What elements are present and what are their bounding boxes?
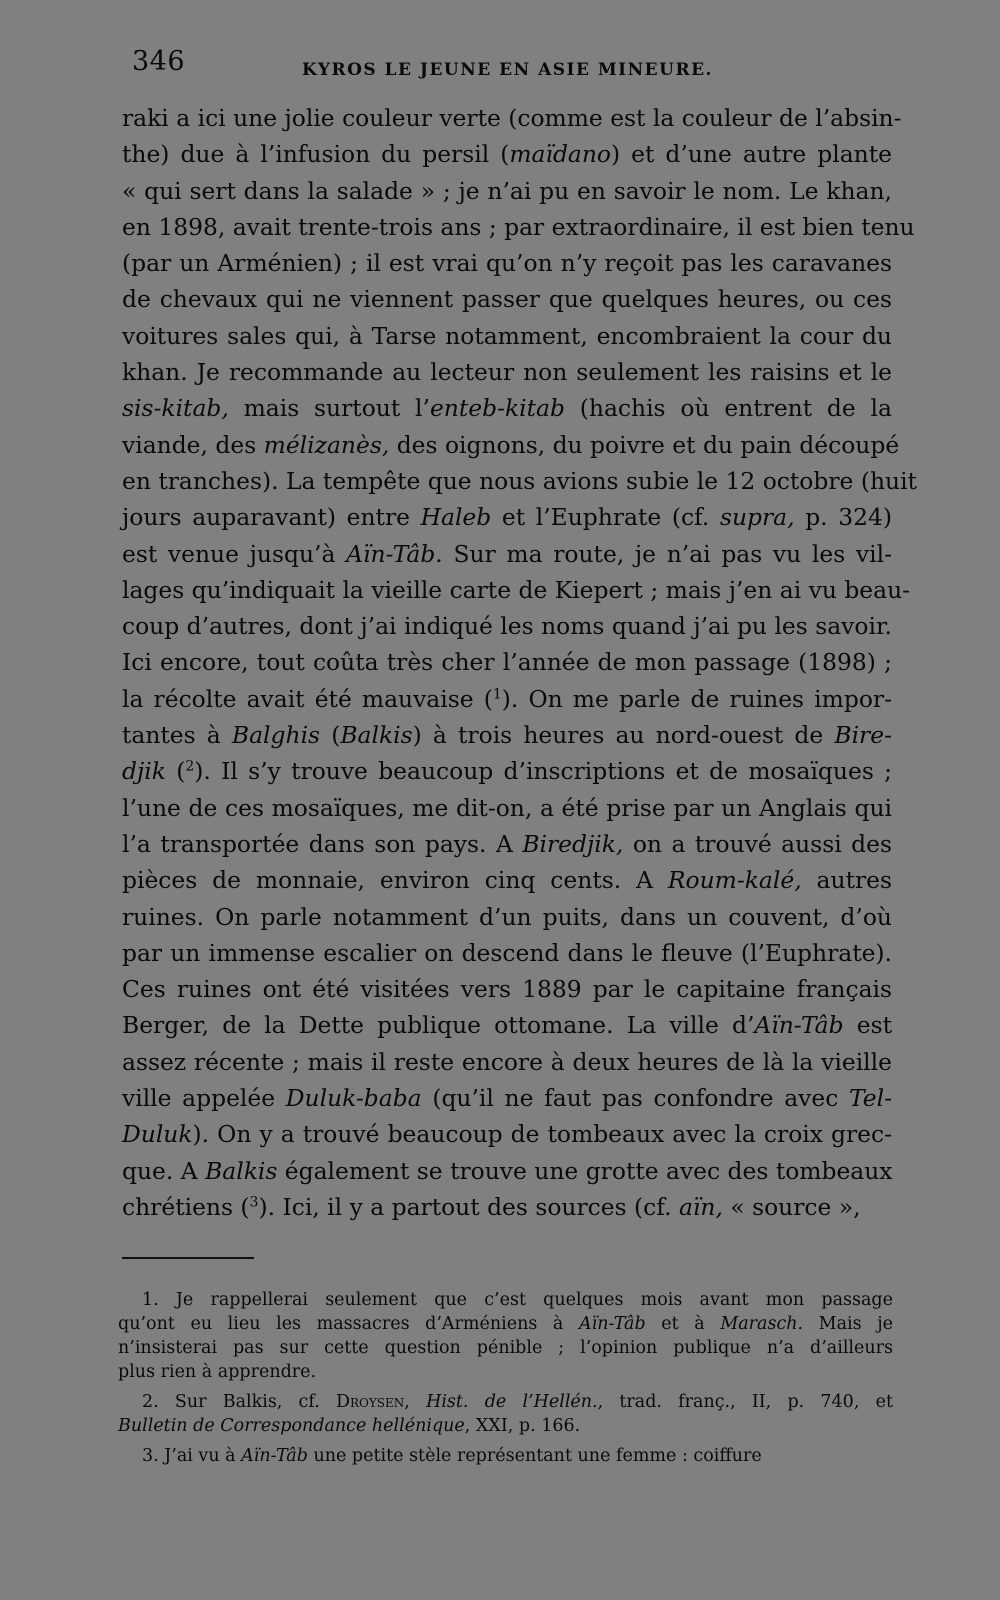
text-line: Duluk). On y a trouvé beaucoup de tombeaux avec la croix grec- <box>122 1120 892 1149</box>
italic-span: Bulletin de Correspondance hellénique <box>118 1416 465 1436</box>
text-line: en tranches). La tempête que nous avions subie le 12 octobre (huit <box>122 466 917 495</box>
text-line: par un immense escalier on descend dans le fleuve (l’Euphrate). <box>122 938 892 967</box>
page-header <box>132 46 892 86</box>
text-line: viande, des mélizanès, des oignons, du poivre et du pain découpé <box>122 430 900 459</box>
italic-span: maïdano <box>509 140 612 169</box>
text-line: pièces de monnaie, environ cinq cents. A Roum-kalé, autres <box>122 866 892 895</box>
text-line: « qui sert dans la salade » ; je n’ai pu en savoir le nom. Le khan, <box>122 176 892 205</box>
author-name: Droysen <box>335 1392 405 1412</box>
italic-span: Aïn-Tâb <box>578 1314 646 1334</box>
footnote-line: 3. J’ai vu à Aïn-Tâb une petite stèle représentant une femme : coiffure <box>142 1446 762 1466</box>
italic-span: Hist. de l’Hellén. <box>426 1392 598 1412</box>
text-line: lages qu’indiquait la vieille carte de Kiepert ; mais j’en ai vu beau- <box>122 575 911 604</box>
italic-span: Balghis <box>231 721 321 750</box>
footnote-line: 2. Sur Balkis, cf. Droysen, Hist. de l’Hellén., trad. franç., II, p. 740, et <box>142 1392 893 1412</box>
text-line: sis-kitab, mais surtout l’enteb-kitab (hachis où entrent de la <box>122 394 892 423</box>
italic-span: Aïn-Tâb <box>754 1011 844 1040</box>
text-line: jours auparavant) entre Haleb et l’Euphrate (cf. supra, p. 324) <box>122 503 892 532</box>
footnote-ref: 1 <box>492 686 502 703</box>
italic-span: Aïn-Tâb. <box>346 539 443 568</box>
text-line: Berger, de la Dette publique ottomane. La ville d’Aïn-Tâb est <box>122 1011 892 1040</box>
text-line: (par un Arménien) ; il est vrai qu’on n’y reçoit pas les caravanes <box>122 249 892 278</box>
text-line: assez récente ; mais il reste encore à deux heures de là la vieille <box>122 1047 892 1076</box>
text-line: raki a ici une jolie couleur verte (comme est la couleur de l’absin- <box>122 104 902 132</box>
italic-span: supra, <box>719 503 795 532</box>
italic-span: Haleb <box>420 503 492 532</box>
italic-span: Balkis <box>205 1156 278 1185</box>
text-line: khan. Je recommande au lecteur non seulement les raisins et le <box>122 358 892 387</box>
text-line: en 1898, avait trente-trois ans ; par extraordinaire, il est bien tenu <box>122 212 915 241</box>
text-line: Ces ruines ont été visitées vers 1889 par le capitaine français <box>122 975 892 1004</box>
italic-span: Duluk <box>122 1120 193 1149</box>
footnote-rule <box>122 1257 254 1259</box>
running-head: KYROS LE JEUNE EN ASIE MINEURE. <box>302 60 713 80</box>
footnote-line: plus rien à apprendre. <box>118 1362 317 1382</box>
italic-span: Marasch. <box>720 1314 804 1334</box>
italic-span: sis-kitab, <box>122 394 229 423</box>
text-line: que. A Balkis également se trouve une grotte avec des tombeaux <box>122 1156 893 1185</box>
footnote-line: n’insisterai pas sur cette question pénible ; l’opinion publique n’a d’ailleurs <box>118 1338 893 1358</box>
footnote <box>118 1390 893 1438</box>
footnote <box>118 1288 893 1384</box>
italic-span: mélizanès, <box>263 430 390 459</box>
text-line: l’a transportée dans son pays. A Biredjik, on a trouvé aussi des <box>122 829 892 858</box>
italic-span: Duluk-baba <box>285 1084 422 1113</box>
footnote-line: 1. Je rappellerai seulement que c’est quelques mois avant mon passage <box>142 1290 893 1310</box>
text-line: coup d’autres, dont j’ai indiqué les noms quand j’ai pu les savoir. <box>122 612 892 641</box>
body-text <box>122 100 917 1225</box>
text-line: est venue jusqu’à Aïn-Tâb. Sur ma route, je n’ai pas vu les vil- <box>122 539 892 568</box>
text-line: djik ($^2$). Il s’y trouve beaucoup d’inscriptions et de mosaïques ; <box>122 757 893 786</box>
text-line: l’une de ces mosaïques, me dit-on, a été prise par un Anglais qui <box>122 793 892 822</box>
text-line: ville appelée Duluk-baba (qu’il ne faut pas confondre avec Tel- <box>122 1084 892 1113</box>
footnotes <box>118 1288 893 1474</box>
text-line: la récolte avait été mauvaise ($^1$). On me parle de ruines impor- <box>122 684 892 713</box>
italic-span: Bire- <box>834 721 892 750</box>
italic-span: Aïn-Tâb <box>241 1446 308 1466</box>
footnote-ref: 3 <box>249 1194 259 1211</box>
italic-span: enteb-kitab <box>429 394 565 423</box>
text-line: chrétiens ($^3$). Ici, il y a partout des sources (cf. aïn, « source », <box>122 1192 861 1221</box>
text-line: ruines. On parle notamment d’un puits, dans un couvent, d’où <box>122 902 892 931</box>
footnote <box>118 1444 893 1468</box>
text-line: tantes à Balghis (Balkis) à trois heures au nord-ouest de Bire- <box>122 721 892 750</box>
footnote-line: qu’ont eu lieu les massacres d’Arméniens à Aïn-Tâb et à Marasch. Mais je <box>118 1314 893 1334</box>
footnote-line: Bulletin de Correspondance hellénique, XXI, p. 166. <box>118 1416 581 1436</box>
text-line: de chevaux qui ne viennent passer que quelques heures, ou ces <box>122 285 892 314</box>
italic-span: aïn, <box>678 1192 723 1221</box>
text-line: Ici encore, tout coûta très cher l’année de mon passage (1898) ; <box>122 648 892 677</box>
page-number: 346 <box>132 46 186 77</box>
italic-span: Roum-kalé, <box>667 866 802 895</box>
text-line: the) due à l’infusion du persil (maïdano) et d’une autre plante <box>122 140 892 169</box>
italic-span: Tel- <box>848 1084 892 1113</box>
italic-span: djik <box>122 757 166 786</box>
italic-span: Balkis <box>340 721 413 750</box>
italic-span: Biredjik, <box>522 829 624 858</box>
footnote-ref: 2 <box>185 758 195 775</box>
text-line: voitures sales qui, à Tarse notamment, encombraient la cour du <box>122 321 892 350</box>
